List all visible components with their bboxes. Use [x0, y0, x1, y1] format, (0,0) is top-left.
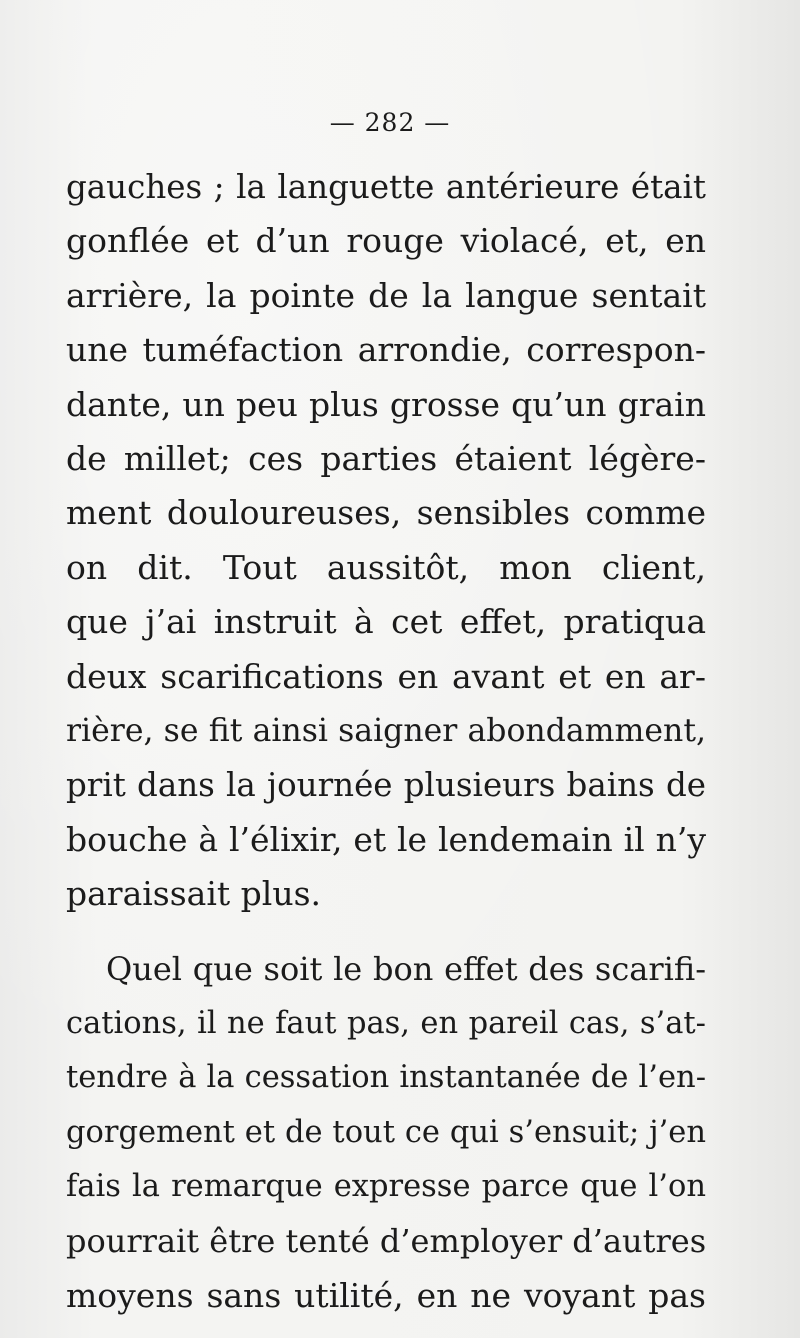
paragraph-1: [66, 160, 706, 921]
page-number: — 282 —: [329, 108, 451, 137]
text-line: ment douloureuses, sensibles comme: [66, 493, 706, 533]
text-line: arrière, la pointe de la langue sentait: [66, 275, 706, 315]
text-line: cations, il ne faut pas, en pareil cas, s’at-: [66, 1005, 706, 1041]
text-line: rière, se fit ainsi saigner abondamment,: [66, 712, 706, 749]
text-line: moyens sans utilité, en ne voyant pas: [66, 1275, 706, 1315]
text-line: une tuméfaction arrondie, correspon-: [66, 330, 706, 370]
paragraph-gap: [66, 921, 706, 942]
paragraph-2: [66, 942, 706, 1323]
body-text: [66, 160, 706, 1323]
text-line: paraissait plus.: [66, 874, 322, 914]
text-line: prit dans la journée plusieurs bains de: [66, 766, 706, 805]
text-line: pourrait être tenté d’employer d’autres: [66, 1222, 706, 1261]
text-line: que j’ai instruit à cet effet, pratiqua: [66, 602, 706, 642]
text-line: bouche à l’élixir, et le lendemain il n’y: [66, 819, 706, 859]
text-line: tendre à la cessation instantanée de l’en-: [66, 1060, 706, 1096]
text-line: gonflée et d’un rouge violacé, et, en: [66, 221, 706, 261]
text-line: Quel que soit le bon effet des scarifi-: [106, 950, 706, 989]
text-line: deux scarifications en avant et en ar-: [66, 656, 706, 696]
text-line: dante, un peu plus grosse qu’un grain: [66, 384, 706, 424]
text-line: gorgement et de tout ce qui s’ensuit; j’en: [66, 1114, 706, 1150]
text-line: on dit. Tout aussitôt, mon client,: [66, 547, 706, 587]
text-line: gauches ; la languette antérieure était: [66, 168, 706, 206]
text-line: de millet; ces parties étaient légère-: [66, 438, 706, 478]
text-line: fais la remarque expresse parce que l’on: [66, 1169, 706, 1205]
